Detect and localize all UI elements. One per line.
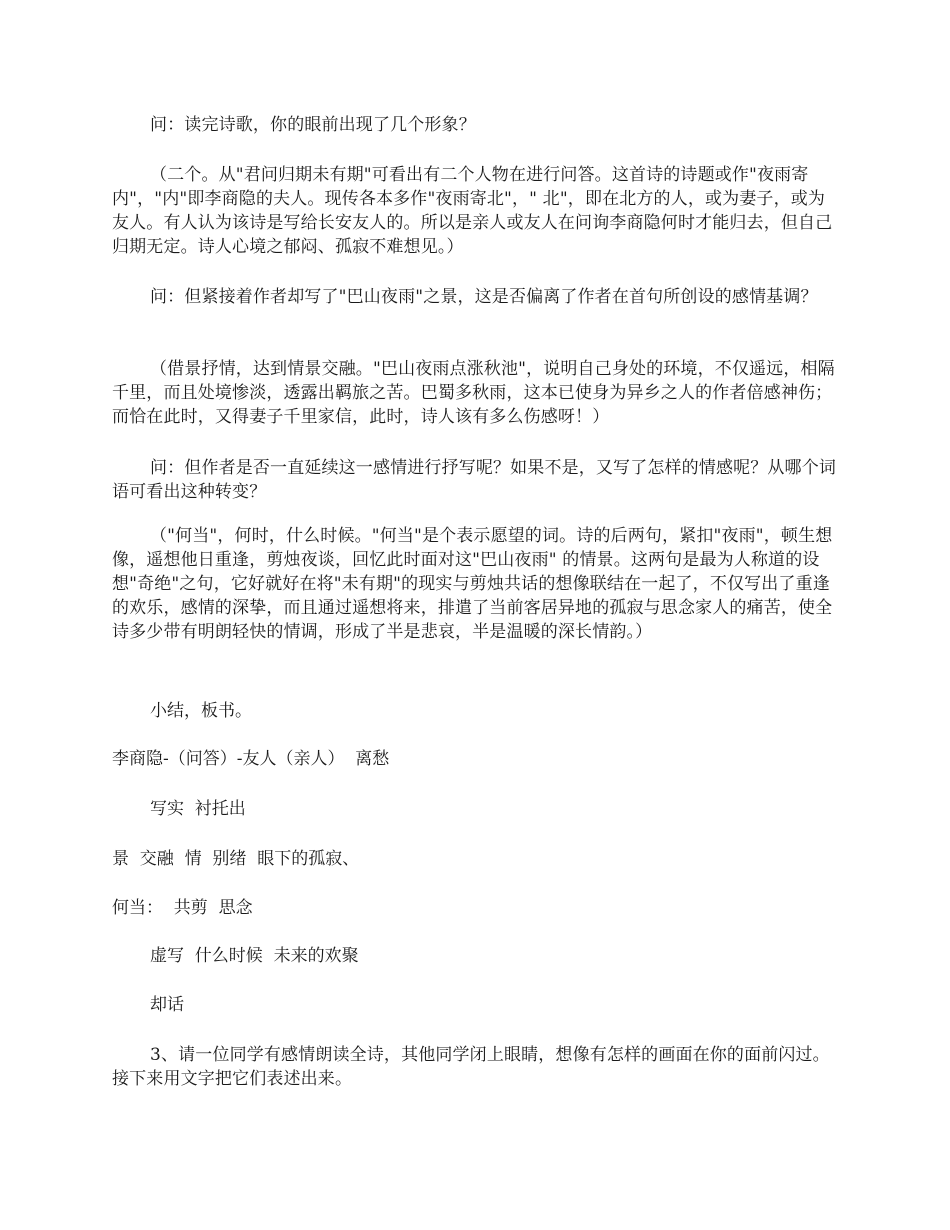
board-line-1: 李商隐-（问答）-友人（亲人） 离愁	[112, 749, 390, 769]
board-line-4: 何当： 共剪 思念	[112, 898, 253, 918]
answer-3: （"何当"，何时，什么时候。"何当"是个表示愿望的词。诗的后两句，紧扣"夜雨"，顿生想像，遥想他日重逢，剪烛夜谈，回忆此时面对这"巴山夜雨" 的情景。这两句是最为人称道的设想"奇绝"之句，它好就好在将"未有期"的现实与剪烛共话的想像联结在一起了，不仅写出了重逢的欢乐，感情的深挚，而且通过遥想将来，排遣了当前客居异地的孤寂与思念家人的痛苦，使全诗多少带有明朗轻快的情调，形成了半是悲哀，半是温暖的深长情韵。）	[112, 526, 833, 642]
answer-1: （二个。从"君问归期未有期"可看出有二个人物在进行问答。这首诗的诗题或作"夜雨寄内"，"内"即李商隐的夫人。现传各本多作"夜雨寄北"，" 北"，即在北方的人，或为妻子，或为友人。有人认为该诗是写给长安友人的。所以是亲人或友人在问询李商隐何时才能归去，但自己归期无定。诗人心境之郁闷、孤寂不难想见。）	[112, 165, 833, 257]
board-line-5: 虚写 什么时候 未来的欢聚	[150, 946, 359, 966]
question-3: 问：但作者是否一直延续这一感情进行抒写呢？如果不是，又写了怎样的情感呢？从哪个词语可看出这种转变？	[112, 458, 836, 502]
answer-2: （借景抒情，达到情景交融。"巴山夜雨点涨秋池"，说明自己身处的环境，不仅遥远，相隔千里，而且处境惨淡，透露出羁旅之苦。巴蜀多秋雨，这本已使身为异乡之人的作者倍感神伤；而恰在此时，又得妻子千里家信，此时，诗人该有多么伤感呀！）	[112, 359, 835, 427]
board-line-3: 景 交融 情 别绪 眼下的孤寂、	[112, 849, 360, 869]
question-2: 问：但紧接着作者却写了"巴山夜雨"之景，这是否偏离了作者在首句所创设的感情基调？	[150, 287, 818, 307]
task-3: 3、请一位同学有感情朗读全诗，其他同学闭上眼睛，想像有怎样的画面在你的面前闪过。接下来用文字把它们表述出来。	[112, 1045, 830, 1089]
summary-heading: 小结，板书。	[150, 701, 252, 721]
board-line-2: 写实 衬托出	[150, 799, 246, 819]
board-line-6: 却话	[150, 995, 184, 1015]
question-1: 问：读完诗歌，你的眼前出现了几个形象？	[150, 115, 476, 135]
